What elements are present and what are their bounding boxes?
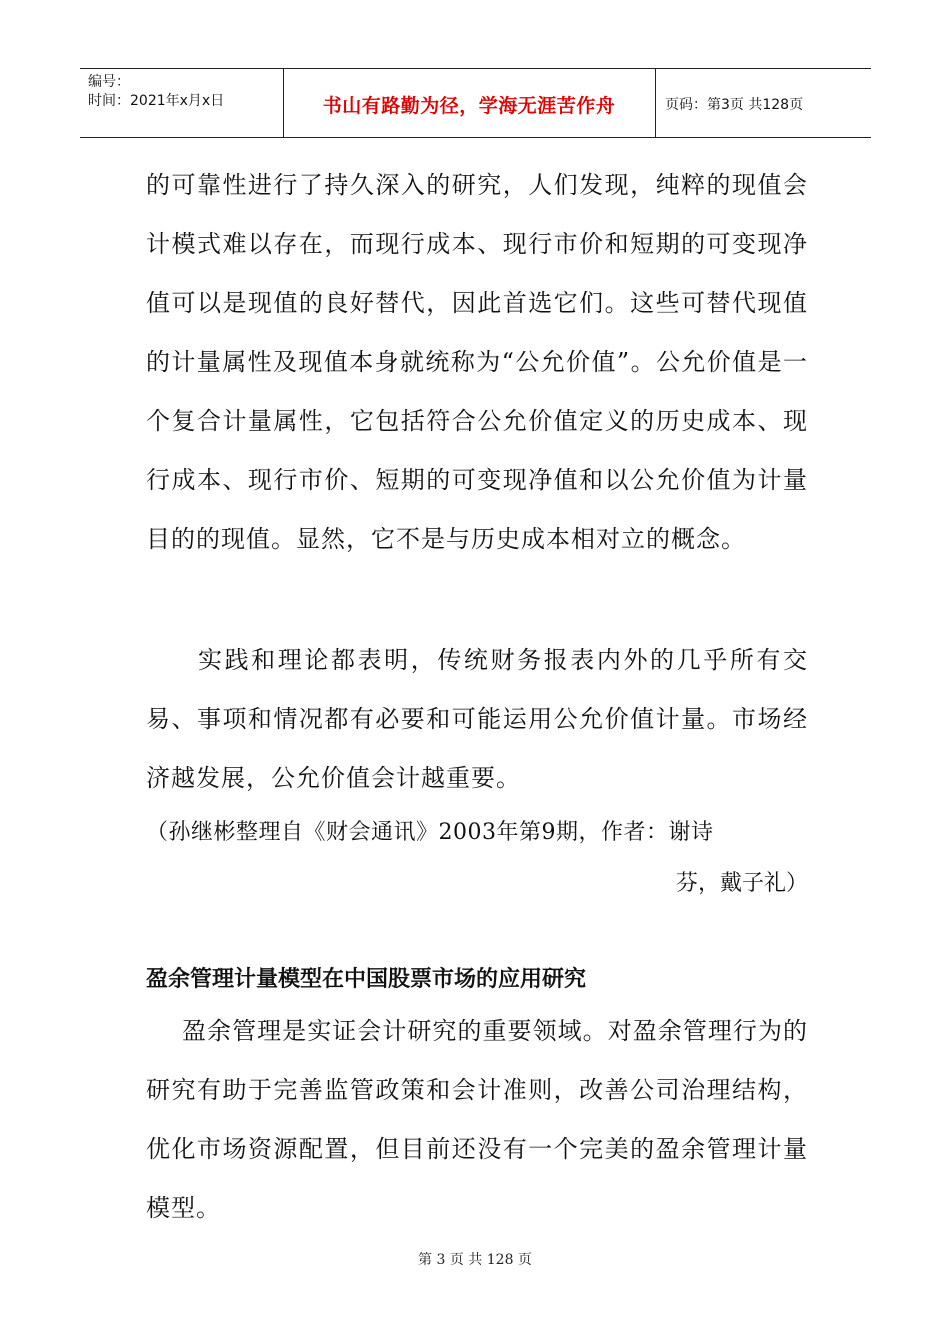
header-page-info: 页码：第3页 共128页 [665, 97, 804, 113]
header-table [80, 68, 871, 138]
time-label: 时间：2021年x月x日 [88, 93, 225, 109]
number-label: 编号： [88, 74, 130, 90]
header-motto: 书山有路勤为径，学海无涯苦作舟 [322, 95, 616, 117]
section-heading: 盈余管理计量模型在中国股票市场的应用研究 [146, 967, 587, 992]
page-footer: 第 3 页 共 128 页 [418, 1252, 532, 1268]
header-divider [655, 69, 656, 137]
source-note-line-2: 芬，戴子礼） [675, 871, 808, 896]
header-meta [88, 73, 224, 111]
body-paragraph-1: 的可靠性进行了持久深入的研究，人们发现，纯粹的现值会计模式难以存在，而现行成本、现行市价和短期的可变现净值可以是现值的良好替代，因此首选它们。这些可替代现值的计量属性及现值本身就统称为“公允价值”。公允价值是一个复合计量属性，它包括符合公允价值定义的历史成本、现行成本、现行市价、短期的可变现净值和以公允价值为计量目的的现值。显然，它不是与历史成本相对立的概念。 [146, 171, 808, 553]
body-paragraph-2: 实践和理论都表明，传统财务报表内外的几乎所有交易、事项和情况都有必要和可能运用公允价值计量。市场经济越发展，公允价值会计越重要。 [146, 646, 808, 792]
source-note-line-1: （孙继彬整理自《财会通讯》2003年第9期，作者：谢诗 [146, 820, 714, 845]
body-paragraph-3: 盈余管理是实证会计研究的重要领域。对盈余管理行为的研究有助于完善监管政策和会计准则，改善公司治理结构，优化市场资源配置，但目前还没有一个完美的盈余管理计量模型。 [146, 1017, 808, 1222]
